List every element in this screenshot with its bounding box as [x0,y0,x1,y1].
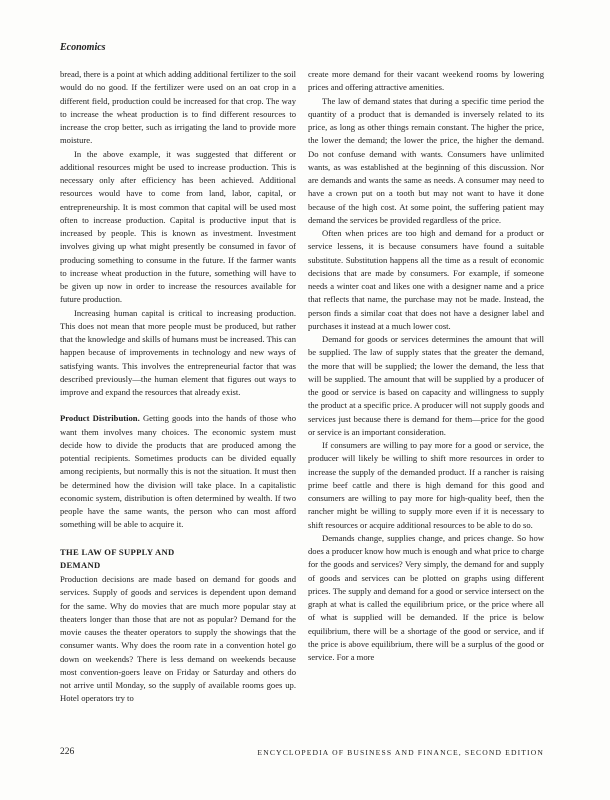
body-paragraph: Production decisions are made based on demand for goods and services. Supply of goods and services is dependent upon demand for the same. Why do movies that are much more popular stay at theaters longer than those that are not as popular? Demand for the movie causes the theater operators to supply the showings that the consumer wants. Why does the room rate in a convention hotel go down on weekends? There is less demand on weekends because most convention-goers leave on Friday or Saturday and others do not arrive until Monday, so the supply of available rooms goes up. Hotel operators try to [60,574,296,704]
body-paragraph: Often when prices are too high and demand for a product or service lessens, it is because consumers have found a suitable substitute. Substitution happens all the time as a result of economic decisions that are made by consumers. For example, if someone needs a winter coat and likes one with a designer name and a price that reflects that name, the purchase may not be made. Instead, the person finds a similar coat that does not have a designer label and purchases it instead at a much lower cost. [308,228,544,331]
body-paragraph: If consumers are willing to pay more for a good or service, the producer will likely be willing to shift more resources in order to increase the supply of the demanded product. If a rancher is raising prime beef cattle and there is high demand for this good and consumers are willing to pay more for high-quality beef, then the rancher might be willing to supply more even if it is necessary to shift resources or acquire additional resources to be able to do so. [308,440,544,530]
left-column [60,68,296,706]
section-heading-line: DEMAND [60,559,101,570]
right-column [308,68,544,664]
body-paragraph: create more demand for their vacant weekend rooms by lowering prices and offering attractive amenities. [308,69,544,93]
running-head: Economics [60,42,106,53]
section-heading [60,546,296,573]
run-in-body: Getting goods into the hands of those who want them involves many choices. The economic system must decide how to divide the products that are produced among the potential recipients. Sometimes products can be divided equally among recipients, but normally this is not the situation. It must then be determined how the division will take place. In a capitalistic economic system, distribution is often determined by wealth. If two people have the same wants, the person who can most afford something will be able to acquire it. [60,413,297,530]
page-number: 226 [60,747,75,757]
product-distribution-paragraph [60,412,296,531]
body-paragraph: Demand for goods or services determines the amount that will be supplied. The law of supply states that the greater the demand, the more that will be supplied; the lower the demand, the less that will be supplied. The amount that will be supplied by a producer of the good or service is based on capacity and willingness to supply the product at a specific price. A producer will not supply goods and services just because there is demand for them—price for the good or service is an important consideration. [308,334,544,437]
body-paragraph: bread, there is a point at which adding additional fertilizer to the soil would do no good. If the fertilizer were used on an oat crop in a different field, production could be increased for that crop. The way to increase the wheat production is to find different resources to increase the crop better, such as irrigating the land to provide more moisture. [60,69,296,146]
run-in-heading: Product Distribution. [60,413,140,424]
body-paragraph: The law of demand states that during a specific time period the quantity of a product that is demanded is inversely related to its price, as long as other things remain constant. The higher the price, the lower the demand; the lower the price, the higher the demand. Do not confuse demand with wants. Consumers have unlimited wants, as was established at the beginning of this discussion. Nor are demands and wants the same as needs. A consumer may need to have a crown put on a tooth but may not want to have it done because of the high cost. At some point, the suffering patient may demand the services be provided regardless of the price. [308,95,544,225]
publication-title: ENCYCLOPEDIA OF BUSINESS AND FINANCE, SECOND EDITION [257,748,544,757]
body-paragraph: Demands change, supplies change, and prices change. So how does a producer know how much is enough and what price to charge for the goods and services? Very simply, the demand for and supply of goods and services can be plotted on graphs using different prices. The supply and demand for a good or service intersect on the graph at what is called the equilibrium price, or the price where all of what is supplied will be demanded. If the price is below equilibrium, there will be a shortage of the good or service, and if the price is above equilibrium, there will be a surplus of the good or service. For a more [308,532,544,662]
body-paragraph: Increasing human capital is critical to increasing production. This does not mean that more people must be produced, but rather that the knowledge and skills of humans must be increased. This can happen because of improvements in technology and new ways of satisfying wants. This involves the entrepreneurial factor that was described previously—the human element that figures out ways to improve and expand the resources that already exist. [60,307,296,397]
section-heading-line: THE LAW OF SUPPLY AND [60,546,175,557]
body-paragraph: In the above example, it was suggested that different or additional resources might be used to increase production. This is necessary only after efficiency has been achieved. Additional resources would have to come from land, labor, capital, or entrepreneurship. It is most common that capital will be used most often to increase production. Capital is productive input that is increased by people. This is known as investment. Investment involves giving up what might presently be consumed in favor of producing something to consume in the future. If the farmer wants to increase wheat production in the future, something will have to be given up now in order to increase the resources available for future production. [60,148,296,305]
